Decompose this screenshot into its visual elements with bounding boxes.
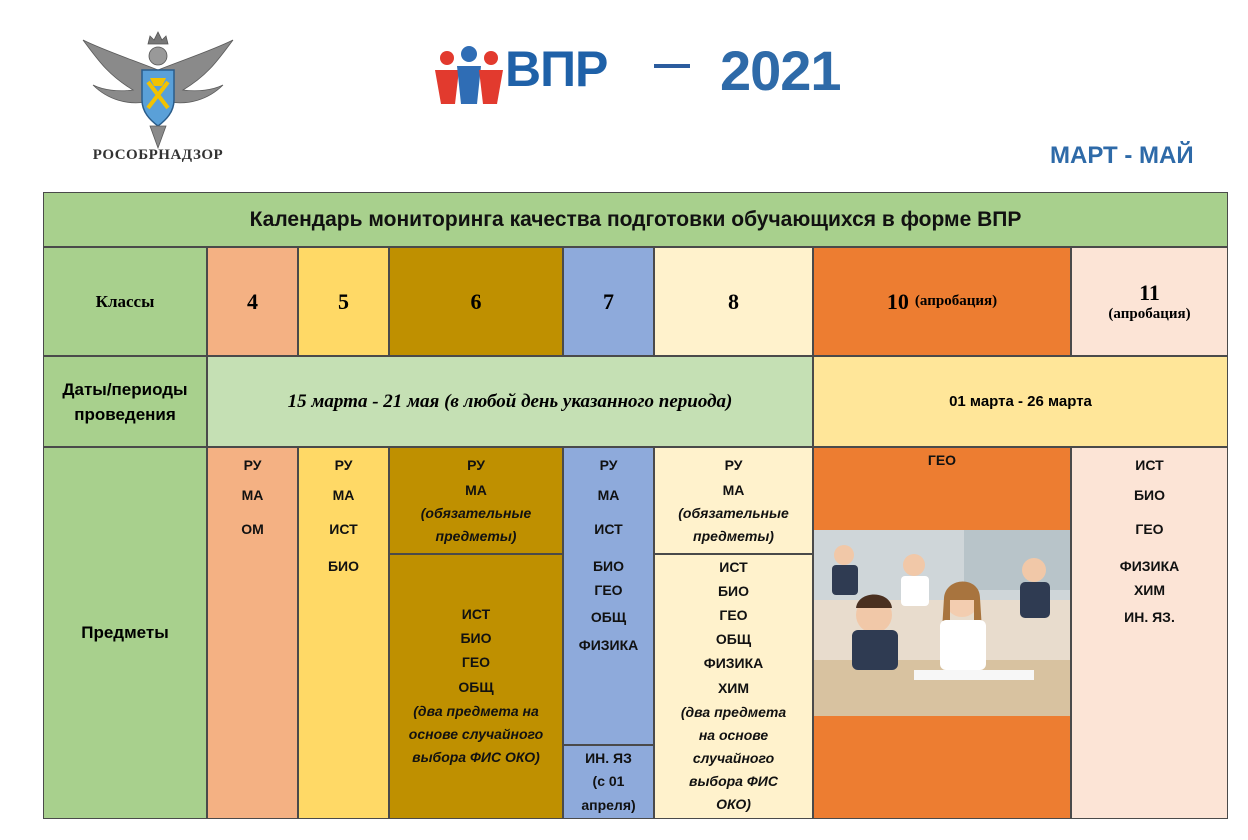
subject-note: апреля): [581, 797, 636, 813]
vpr-logo-text: ВПР: [505, 41, 608, 97]
subject: ОБЩ: [590, 609, 627, 625]
dates-row-label-line1: Даты/периоды: [62, 379, 188, 399]
random-note: основе случайного: [408, 726, 544, 742]
grade-6-header: [389, 247, 563, 356]
dates-main: 15 марта - 21 мая (в любой день указанного периода): [287, 390, 733, 412]
grade-11-number: 11: [1139, 280, 1160, 305]
subject: МА: [332, 487, 355, 503]
subject: ГЕО: [1135, 521, 1164, 537]
grade-8-header: [654, 247, 813, 356]
subject: ИСТ: [461, 606, 491, 622]
dates-pilot: 01 марта - 26 марта: [949, 393, 1092, 410]
subjects-row-label-cell: [43, 447, 207, 819]
subject: ГЕО: [719, 607, 748, 623]
vpr-figures-logo: [433, 44, 505, 106]
grade-11-header: [1071, 247, 1228, 356]
subject: ОБЩ: [715, 631, 752, 647]
subject: ИСТ: [594, 521, 623, 537]
grade-10-note: (апробация): [914, 293, 998, 309]
subject: БИО: [1133, 487, 1165, 503]
table-title: Календарь мониторинга качества подготовки обучающихся в форме ВПР: [249, 207, 1022, 231]
grade-10-subjects: [813, 447, 1071, 819]
random-note: выбора ФИС: [689, 773, 778, 789]
subject: ИСТ: [719, 559, 748, 575]
grade-6-required-subjects: [389, 447, 563, 554]
required-note: (обязательные: [678, 505, 789, 521]
grade-4-number: 4: [247, 288, 258, 314]
grade-7-number: 7: [603, 288, 614, 314]
subject: РУ: [724, 457, 743, 473]
random-note: (два предмета на: [413, 703, 539, 719]
dates-row-label-line2: проведения: [74, 404, 176, 424]
subject: ФИЗИКА: [703, 655, 764, 671]
grade-11-note: (апробация): [1108, 306, 1191, 322]
grade-10-header: [813, 247, 1071, 356]
subject: МА: [722, 482, 745, 498]
subject-note: (с 01: [592, 773, 625, 789]
required-note: предметы): [435, 528, 517, 544]
subject: ХИМ: [1133, 582, 1166, 598]
required-note: (обязательные: [420, 505, 532, 521]
random-note: (два предмета: [680, 704, 787, 720]
subject: ИСТ: [1135, 457, 1164, 473]
grade-4-header: [207, 247, 298, 356]
table-title-cell: [43, 192, 1228, 247]
subject: ГЕО: [927, 452, 957, 468]
subject: ОМ: [241, 521, 264, 537]
subject: БИО: [717, 583, 749, 599]
subject: ГЕО: [461, 654, 491, 670]
classroom-photo: [814, 530, 1070, 716]
grade-8-number: 8: [728, 288, 739, 314]
grade-7-subjects: [563, 447, 654, 745]
title-dash: [654, 64, 690, 68]
subject: ГЕО: [594, 582, 623, 598]
grade-7-foreign-language: [563, 745, 654, 819]
subject: ФИЗИКА: [1119, 558, 1180, 574]
subject: БИО: [592, 558, 624, 574]
subject: МА: [465, 482, 487, 498]
subjects-row-label: Предметы: [81, 623, 169, 642]
subject: ОБЩ: [458, 679, 494, 695]
dates-row-label-cell: [43, 356, 207, 447]
subject: БИО: [327, 558, 359, 574]
grade-5-header: [298, 247, 389, 356]
subject: РУ: [243, 457, 262, 473]
subject: ХИМ: [717, 680, 750, 696]
required-note: предметы): [693, 528, 774, 544]
grade-6-random-subjects: [389, 554, 563, 819]
classes-row-label: Классы: [95, 291, 155, 311]
subject: РУ: [334, 457, 353, 473]
subject: ИСТ: [329, 521, 358, 537]
grade-6-number: 6: [470, 288, 482, 314]
subject: РУ: [599, 457, 618, 473]
random-note: на основе: [698, 727, 769, 743]
period-label: МАРТ - МАЙ: [1050, 142, 1194, 169]
subject: ИН. ЯЗ.: [1124, 609, 1175, 625]
grade-11-subjects: [1071, 447, 1228, 819]
subject: МА: [241, 487, 264, 503]
grade-7-header: [563, 247, 654, 356]
subject: МА: [597, 487, 620, 503]
grade-10-number: 10: [886, 288, 909, 314]
random-note: случайного: [692, 750, 775, 766]
grade-8-required-subjects: [654, 447, 813, 554]
subject: ИН. ЯЗ: [585, 750, 632, 766]
subject: РУ: [467, 457, 485, 473]
grade-5-subjects: [298, 447, 389, 819]
grade-5-number: 5: [338, 288, 349, 314]
random-note: ОКО): [716, 796, 751, 812]
classes-row-label-cell: [43, 247, 207, 356]
org-name: РОСОБРНАДЗОР: [92, 147, 224, 163]
random-note: выбора ФИС ОКО): [412, 749, 540, 765]
subject: ФИЗИКА: [578, 637, 639, 653]
dates-main-cell: [207, 356, 813, 447]
dates-pilot-cell: [813, 356, 1228, 447]
subject: БИО: [460, 630, 492, 646]
grade-8-random-subjects: [654, 554, 813, 819]
year-title: 2021: [720, 39, 841, 102]
grade-4-subjects: [207, 447, 298, 819]
